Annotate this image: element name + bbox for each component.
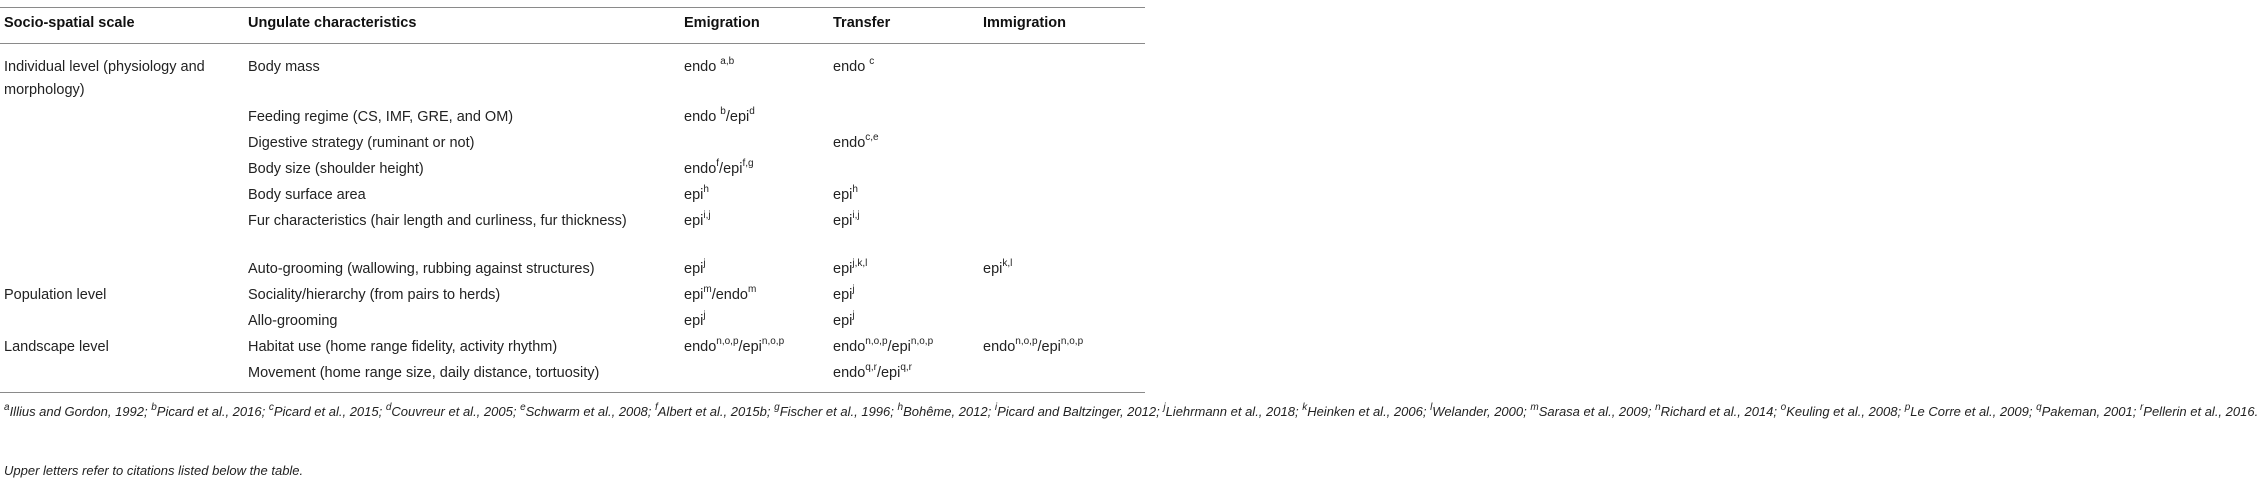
transfer-cell bbox=[833, 336, 933, 359]
characteristic-cell: Body size (shoulder height) bbox=[248, 161, 424, 177]
citation-superscript: h bbox=[852, 184, 858, 196]
status-text: epi bbox=[833, 213, 853, 229]
characteristic-cell: Habitat use (home range fidelity, activity rhythm) bbox=[248, 339, 558, 355]
reference-text: Fischer et al., 1996 bbox=[779, 404, 891, 419]
reference-letter: i bbox=[994, 401, 998, 413]
emigration-cell bbox=[684, 106, 755, 129]
reference-item bbox=[2036, 401, 2133, 419]
citation-superscript: m bbox=[748, 284, 757, 296]
status-text: epi bbox=[833, 313, 853, 329]
reference-letter: r bbox=[2139, 401, 2144, 413]
status-text: epi bbox=[684, 287, 704, 303]
header-rule bbox=[0, 43, 1145, 44]
reference-text: Pellerin et al., 2016 bbox=[2143, 404, 2255, 419]
status-text: /endo bbox=[711, 287, 748, 303]
reference-letter: l bbox=[1430, 401, 1433, 413]
reference-item bbox=[654, 401, 767, 419]
emigration-cell bbox=[684, 258, 706, 281]
emigration-cell bbox=[684, 184, 709, 207]
reference-letter: q bbox=[2036, 401, 2042, 413]
status-text: endo bbox=[684, 339, 717, 355]
status-text: epi bbox=[833, 287, 853, 303]
emigration-cell bbox=[684, 56, 734, 79]
citation-superscript: n,o,p bbox=[865, 336, 888, 348]
reference-text: Couvreur et al., 2005 bbox=[391, 404, 513, 419]
citation-superscript: n,o,p bbox=[716, 336, 739, 348]
reference-item bbox=[1904, 401, 2029, 419]
characteristic-cell: Auto-grooming (wallowing, rubbing against structures) bbox=[248, 261, 595, 277]
reference-text: Bohême, 2012 bbox=[903, 404, 988, 419]
citation-superscript: m bbox=[703, 284, 712, 296]
status-text: endo bbox=[833, 365, 866, 381]
reference-item bbox=[2139, 401, 2255, 419]
reference-item bbox=[1530, 401, 1648, 419]
reference-item bbox=[520, 401, 648, 419]
reference-text: Welander, 2000 bbox=[1432, 404, 1524, 419]
reference-item bbox=[4, 401, 144, 419]
status-text: epi bbox=[684, 261, 704, 277]
reference-letter: j bbox=[1163, 401, 1166, 413]
status-text: endo bbox=[684, 161, 717, 177]
citation-superscript: h bbox=[703, 184, 709, 196]
citation-superscript: n,o,p bbox=[1060, 336, 1084, 348]
reference-text: Le Corre et al., 2009 bbox=[1910, 404, 2029, 419]
header-characteristics: Ungulate characteristics bbox=[248, 15, 417, 31]
status-text: endo bbox=[684, 59, 721, 75]
reference-text: Heinken et al., 2006 bbox=[1307, 404, 1423, 419]
reference-letter: h bbox=[897, 401, 904, 413]
characteristic-cell: Body surface area bbox=[248, 187, 366, 203]
reference-item bbox=[1780, 401, 1898, 419]
reference-letter: d bbox=[385, 401, 392, 413]
citation-superscript: n,o,p bbox=[761, 336, 785, 348]
status-text: /epi bbox=[719, 161, 743, 177]
citation-superscript: k,l bbox=[1002, 258, 1013, 270]
header-scale: Socio-spatial scale bbox=[4, 15, 135, 31]
reference-text: Picard and Baltzinger, 2012 bbox=[997, 404, 1157, 419]
status-text: /epi bbox=[887, 339, 911, 355]
citation-superscript: n,o,p bbox=[910, 336, 934, 348]
reference-item bbox=[385, 401, 513, 419]
emigration-cell bbox=[684, 310, 706, 333]
citation-superscript: c,e bbox=[865, 132, 879, 144]
transfer-cell bbox=[833, 362, 912, 385]
transfer-cell bbox=[833, 284, 855, 307]
emigration-cell bbox=[684, 210, 711, 233]
reference-item bbox=[151, 401, 262, 419]
status-text: endo bbox=[684, 109, 721, 125]
reference-text: Illius and Gordon, 1992 bbox=[9, 404, 144, 419]
citation-superscript: i,j bbox=[852, 210, 860, 222]
reference-item bbox=[1163, 401, 1295, 419]
header-transfer: Transfer bbox=[833, 15, 891, 31]
status-text: /epi bbox=[1037, 339, 1061, 355]
reference-text: Albert et al., 2015b bbox=[657, 404, 767, 419]
reference-item bbox=[994, 401, 1157, 419]
top-rule bbox=[0, 7, 1145, 8]
characteristic-cell: Sociality/hierarchy (from pairs to herds) bbox=[248, 287, 501, 303]
reference-letter: e bbox=[520, 401, 526, 413]
transfer-cell bbox=[833, 210, 860, 233]
reference-letter: b bbox=[151, 401, 157, 413]
reference-text: Richard et al., 2014 bbox=[1660, 404, 1774, 419]
header-immigration: Immigration bbox=[983, 15, 1066, 31]
status-text: /epi bbox=[738, 339, 762, 355]
citation-superscript: f,g bbox=[742, 158, 754, 170]
transfer-cell bbox=[833, 56, 874, 79]
reference-text: Pakeman, 2001 bbox=[2041, 404, 2133, 419]
header-emigration: Emigration bbox=[684, 15, 760, 31]
citation-superscript: j,k,l bbox=[852, 258, 868, 270]
emigration-cell bbox=[684, 158, 754, 181]
scale-cell: Landscape level bbox=[4, 339, 109, 355]
reference-letter: c bbox=[268, 401, 274, 413]
reference-letter: f bbox=[654, 401, 658, 413]
characteristic-cell: Fur characteristics (hair length and curliness, fur thickness) bbox=[248, 213, 627, 229]
reference-item bbox=[268, 401, 379, 419]
citation-superscript: f bbox=[716, 158, 720, 170]
reference-text: Keuling et al., 2008 bbox=[1786, 404, 1898, 419]
status-text: epi bbox=[833, 261, 853, 277]
immigration-cell bbox=[983, 336, 1083, 359]
reference-notes: $^a$Illius and Gordon, 1992; $^b$Picard et al., 2016; $^c$Picard et al., 2015; $^d$Couvreur et al., 2005; $^e$Schwarm et al., 2008; $^f$Albert et al., 2015b; $^g$Fischer et al., 1996; $^h$Bohême, 2012; $^i$Picard and Baltzinger, 2012; $^j$Liehrmann et al., 2018; $^k$Heinken et al., 2006; $^l$Welander, 2000; $^m$Sarasa et al., 2009; $^n$Richard et al., 2014; $^o$Keuling et al., 2008; $^p$Le Corre et al., 2009; $^q$Pakeman, 2001; $^r$Pellerin et al., 2016. bbox=[4, 401, 2258, 419]
characteristic-cell: Body mass bbox=[248, 59, 320, 75]
citation-superscript: j bbox=[703, 310, 706, 322]
emigration-cell bbox=[684, 284, 756, 307]
footer-note: Upper letters refer to citations listed below the table. bbox=[4, 463, 304, 478]
status-text: epi bbox=[833, 187, 853, 203]
status-text: /epi bbox=[876, 365, 901, 381]
scale-cell: Individual level (physiology and morphology) bbox=[4, 59, 205, 98]
status-text: endo bbox=[833, 339, 866, 355]
reference-text: Picard et al., 2015 bbox=[273, 404, 379, 419]
citation-superscript: j bbox=[852, 284, 855, 296]
citation-superscript: q,r bbox=[865, 362, 877, 374]
bottom-rule bbox=[0, 392, 1145, 393]
reference-item bbox=[1302, 401, 1423, 419]
status-text: endo bbox=[833, 135, 866, 151]
emigration-cell bbox=[684, 336, 784, 359]
citation-superscript: j bbox=[852, 310, 855, 322]
citation-superscript: q,r bbox=[900, 362, 912, 374]
transfer-cell bbox=[833, 184, 858, 207]
status-text: epi bbox=[684, 187, 704, 203]
transfer-cell bbox=[833, 132, 879, 155]
reference-letter: p bbox=[1904, 401, 1911, 413]
status-text: /epi bbox=[725, 109, 750, 125]
reference-text: Sarasa et al., 2009 bbox=[1538, 404, 1648, 419]
citation-superscript: j bbox=[703, 258, 706, 270]
status-text: endo bbox=[833, 59, 870, 75]
status-text: epi bbox=[983, 261, 1003, 277]
transfer-cell bbox=[833, 258, 867, 281]
reference-letter: n bbox=[1655, 401, 1661, 413]
reference-letter: k bbox=[1302, 401, 1308, 413]
reference-letter: a bbox=[4, 401, 10, 413]
transfer-cell bbox=[833, 310, 855, 333]
reference-item bbox=[774, 401, 891, 419]
citation-superscript: n,o,p bbox=[1015, 336, 1038, 348]
reference-text: Schwarm et al., 2008 bbox=[525, 404, 648, 419]
citation-superscript: d bbox=[749, 106, 755, 118]
reference-item bbox=[1655, 401, 1774, 419]
status-text: epi bbox=[684, 313, 704, 329]
reference-letter: g bbox=[774, 401, 780, 413]
citation-superscript: i,j bbox=[703, 210, 711, 222]
immigration-cell bbox=[983, 258, 1012, 281]
reference-item bbox=[897, 401, 988, 419]
status-text: endo bbox=[983, 339, 1016, 355]
reference-letter: o bbox=[1780, 401, 1787, 413]
scale-cell: Population level bbox=[4, 287, 107, 303]
characteristic-cell: Allo-grooming bbox=[248, 313, 338, 329]
characteristic-cell: Digestive strategy (ruminant or not) bbox=[248, 135, 475, 151]
citation-superscript: b bbox=[720, 106, 726, 118]
citation-superscript: c bbox=[869, 56, 875, 68]
reference-text: Liehrmann et al., 2018 bbox=[1165, 404, 1295, 419]
citation-superscript: a,b bbox=[720, 56, 735, 68]
characteristic-cell: Feeding regime (CS, IMF, GRE, and OM) bbox=[248, 109, 514, 125]
reference-letter: m bbox=[1530, 401, 1539, 413]
reference-text: Picard et al., 2016 bbox=[156, 404, 262, 419]
status-text: epi bbox=[684, 213, 704, 229]
characteristic-cell: Movement (home range size, daily distance, tortuosity) bbox=[248, 365, 600, 381]
reference-item bbox=[1430, 401, 1524, 419]
